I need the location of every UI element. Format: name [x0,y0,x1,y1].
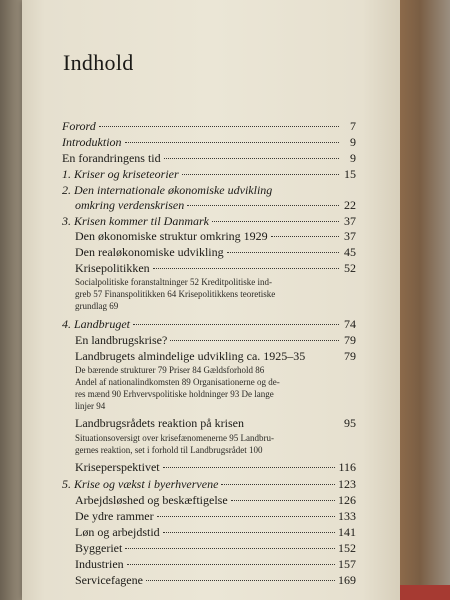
entry-page: 157 [338,557,356,571]
dot-leader [125,547,335,549]
dot-leader [163,531,335,533]
entry-title: Landbrugets almindelige udvikling ca. 1925–35 [75,349,306,363]
entry-page: 133 [338,509,356,523]
entry-title: Den økonomiske struktur omkring 1929 [75,229,268,243]
page-title: Indhold [63,50,134,75]
subentry-line: greb 57 Finanspolitikken 64 Krisepolitikkens teoretiske [75,289,276,299]
entry-page: 9 [350,151,356,165]
dot-leader [153,267,339,269]
subentry-line: res mænd 90 Erhvervspolitiske holdninger 93 De lange [75,389,274,399]
dot-leader [125,141,339,143]
toc-entry [75,460,356,474]
entry-page: 52 [344,261,356,275]
entry-page: 9 [350,135,356,149]
entry-page: 169 [338,573,356,587]
entry-title: Løn og arbejdstid [75,525,160,539]
entry-title: Arbejdsløshed og beskæftigelse [75,493,228,507]
entry-title: Industrien [75,557,124,571]
toc-subentries [75,276,345,312]
subentry-line: Socialpolitiske foranstaltninger 52 Kreditpolitiske ind- [75,277,272,287]
dot-leader [99,125,339,127]
entry-title: Den realøkonomiske udvikling [75,245,224,259]
toc-entry [75,198,356,212]
dot-leader [157,515,335,517]
dot-leader [212,220,339,222]
toc-entry [75,573,356,587]
toc-entry [75,541,356,555]
entry-page: 116 [338,460,356,474]
dot-leader [163,466,336,468]
toc-entry [75,493,356,507]
subentry-line: Andel af nationalindkomsten 89 Organisationerne og de- [75,377,280,387]
entry-title: Forord [62,119,96,133]
entry-page: 45 [344,245,356,259]
entry-title: Servicefagene [75,573,143,587]
toc-entry-line: 2. Den internationale økonomiske udvikling [62,183,273,197]
entry-title: En landbrugskrise? [75,333,168,347]
entry-page: 74 [344,317,356,331]
toc-entry [75,261,356,275]
entry-title: omkring verdenskrisen [75,198,185,212]
subentry-line: De bærende strukturer 79 Priser 84 Gældsforhold 86 [75,365,265,375]
entry-title: 5. Krise og vækst i byerhvervene [62,477,219,491]
dot-leader [308,356,339,357]
entry-page: 7 [350,119,356,133]
entry-title: Krisepolitikken [75,261,150,275]
dot-leader [164,157,339,159]
dot-leader [170,339,339,341]
subentry-line: grundlag 69 [75,301,119,311]
toc-entry [62,151,356,165]
toc-entry [75,509,356,523]
entry-page: 79 [344,349,356,363]
toc-entry [75,229,356,243]
entry-title: 3. Krisen kommer til Danmark [62,214,209,228]
toc-entry [62,477,356,491]
dot-leader [231,499,335,501]
toc-entry [75,245,356,259]
toc-entry [75,333,356,347]
toc-entry [62,214,356,228]
dot-leader [182,173,339,175]
entry-page: 152 [338,541,356,555]
entry-page: 126 [338,493,356,507]
entry-title: Introduktion [62,135,122,149]
toc-entry [62,317,356,331]
entry-title: 4. Landbruget [62,317,131,331]
dot-leader [227,251,339,253]
dot-leader [271,235,339,237]
subentry-line: linjer 94 [75,401,106,411]
entry-page: 95 [344,416,356,430]
toc-entry [75,557,356,571]
toc-subentries [75,364,345,412]
toc-entry [75,525,356,539]
entry-title: En forandringens tid [62,151,161,165]
toc-subentries [75,432,345,456]
entry-page: 37 [344,214,356,228]
subentry-line: Situationsoversigt over krisefænomenerne 95 Landbru- [75,433,274,443]
toc-entry [62,119,356,133]
toc-entry [62,167,356,181]
toc-entry [75,349,356,363]
entry-title: De ydre rammer [75,509,154,523]
dot-leader [146,579,335,581]
dot-leader [187,204,339,206]
toc-entry [75,416,356,430]
dot-leader [133,323,339,325]
entry-title: Kriseperspektivet [75,460,160,474]
dot-leader [221,483,335,485]
entry-title: 1. Kriser og kriseteorier [62,167,179,181]
dot-leader [127,563,335,565]
entry-title: Byggeriet [75,541,123,555]
entry-page: 79 [344,333,356,347]
entry-page: 15 [344,167,356,181]
toc-entry [62,135,356,149]
entry-page: 123 [338,477,356,491]
dot-leader [247,423,339,424]
entry-title: Landbrugsrådets reaktion på krisen [75,416,244,430]
entry-page: 37 [344,229,356,243]
entry-page: 22 [344,198,356,212]
subentry-line: gernes reaktion, set i forhold til Landbrugsrådet 100 [75,445,263,455]
entry-page: 141 [338,525,356,539]
